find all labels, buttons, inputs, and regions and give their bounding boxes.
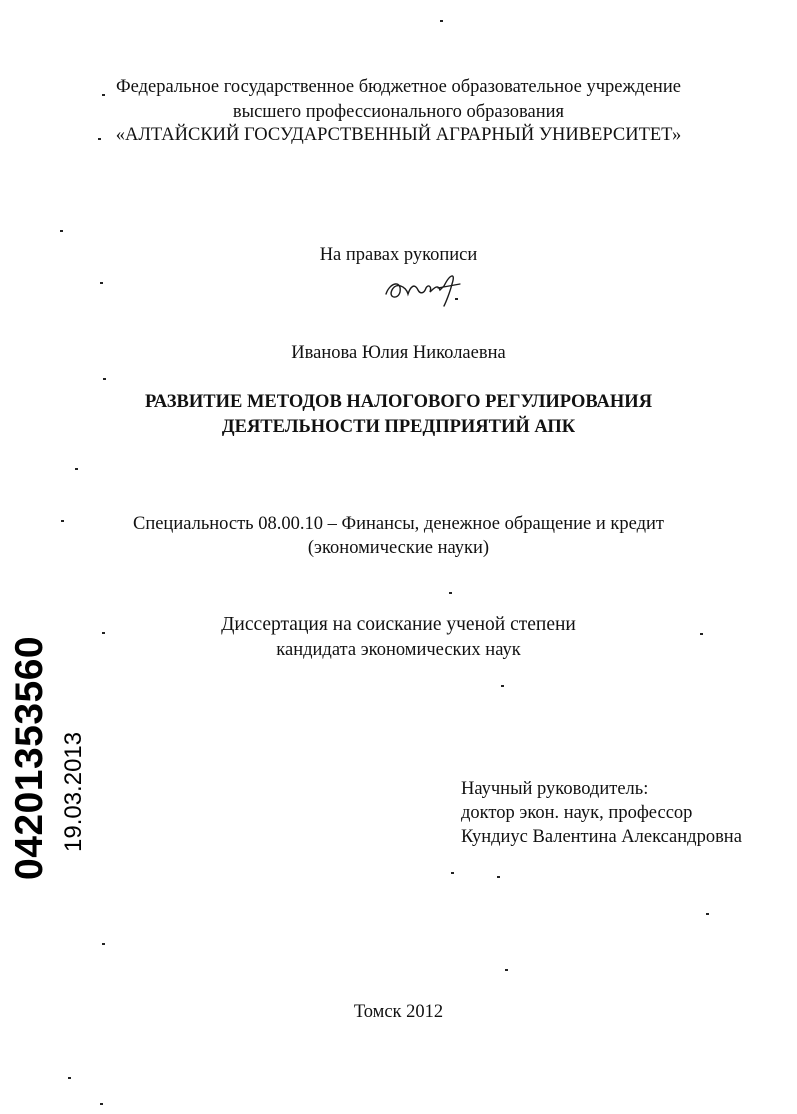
specialty-line-2: (экономические науки) [307, 538, 490, 558]
scan-speck [75, 468, 78, 470]
institution-name: «АЛТАЙСКИЙ ГОСУДАРСТВЕННЫЙ АГРАРНЫЙ УНИВЕРСИТЕТ» [115, 125, 682, 145]
library-stamp-number: 04201353560 [8, 635, 51, 880]
supervisor-degree: доктор экон. наук, профессор [461, 803, 693, 823]
institution-line-1: Федеральное государственное бюджетное образовательное учреждение [116, 77, 681, 97]
scan-speck [61, 520, 64, 522]
scan-speck [68, 1077, 71, 1079]
scan-speck [440, 20, 443, 22]
scan-speck [100, 282, 103, 284]
scan-speck [505, 969, 508, 971]
scan-speck [706, 913, 709, 915]
scan-speck [103, 378, 106, 380]
scan-speck [102, 943, 105, 945]
scan-speck [455, 298, 458, 300]
supervisor-label: Научный руководитель: [461, 779, 649, 799]
scan-speck [60, 230, 63, 232]
scan-speck [700, 633, 703, 635]
dissertation-title-line-1: РАЗВИТИЕ МЕТОДОВ НАЛОГОВОГО РЕГУЛИРОВАНИЯ [144, 392, 653, 412]
institution-line-2: высшего профессионального образования [232, 102, 565, 122]
scan-speck [449, 592, 452, 594]
supervisor-name: Кундиус Валентина Александровна [461, 827, 742, 847]
scan-speck [102, 632, 105, 634]
scan-speck [100, 1103, 103, 1105]
scan-speck [497, 876, 500, 878]
library-stamp-date: 19.03.2013 [60, 731, 87, 852]
scan-speck [451, 872, 454, 874]
handwritten-signature [380, 268, 470, 308]
author-name: Иванова Юлия Николаевна [291, 343, 506, 363]
manuscript-note: На правах рукописи [319, 245, 478, 265]
dissertation-line-1: Диссертация на соискание ученой степени [221, 614, 576, 635]
specialty-line-1: Специальность 08.00.10 – Финансы, денежное обращение и кредит [132, 514, 664, 534]
dissertation-title-line-2: ДЕЯТЕЛЬНОСТИ ПРЕДПРИЯТИЙ АПК [221, 417, 576, 437]
place-year: Томск 2012 [353, 1002, 444, 1022]
scan-speck [98, 138, 101, 140]
scan-speck [102, 94, 105, 96]
dissertation-line-2: кандидата экономических наук [276, 640, 521, 660]
scan-speck [501, 685, 504, 687]
